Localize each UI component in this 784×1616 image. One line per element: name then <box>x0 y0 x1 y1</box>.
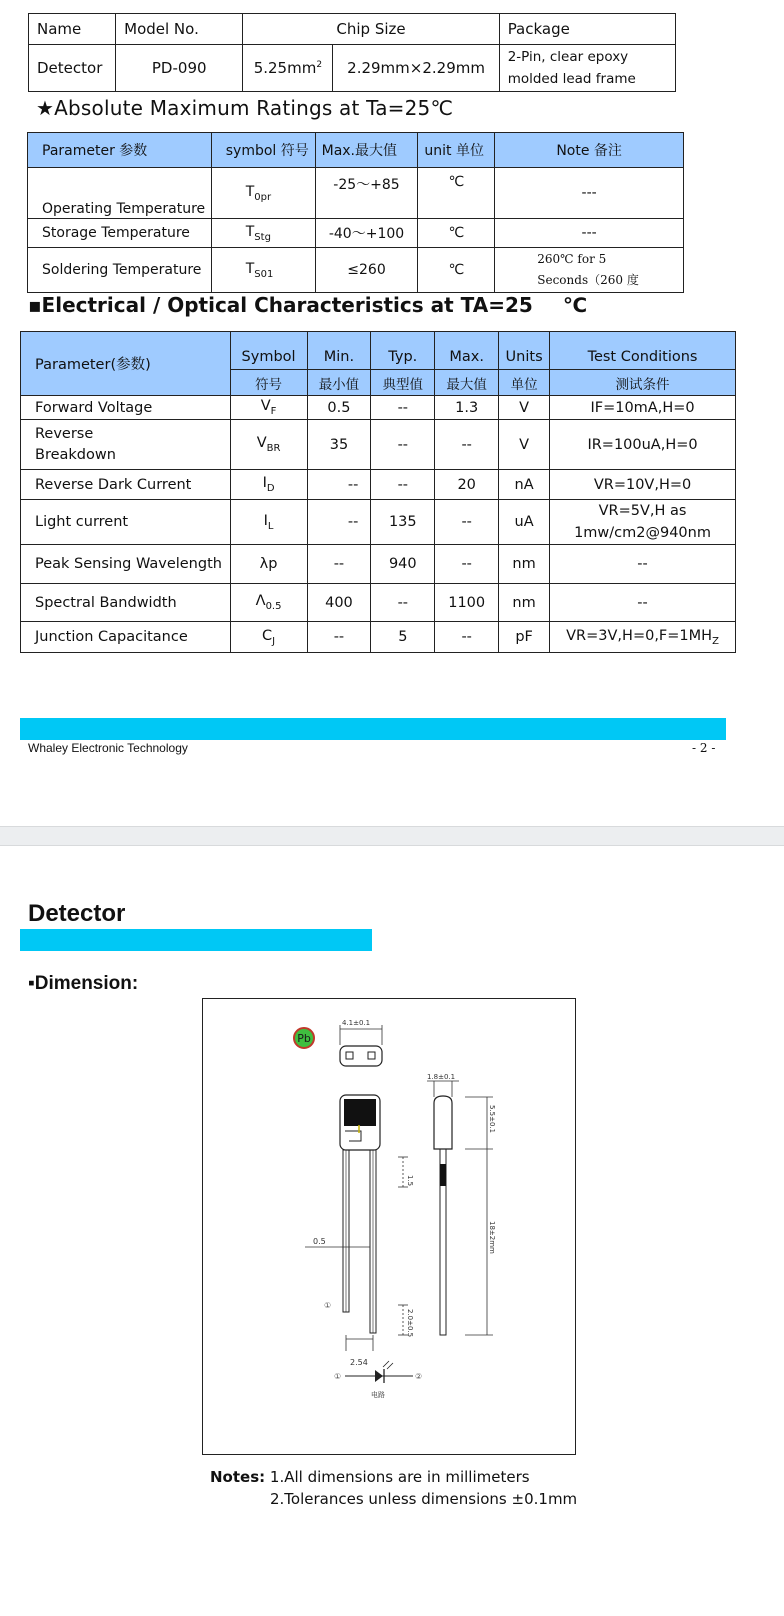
header-chip-size: Chip Size <box>243 14 499 45</box>
eoc-table <box>20 331 736 653</box>
amr-table <box>27 132 684 293</box>
amr-row-param: Operating Temperature <box>28 168 212 219</box>
product-table <box>28 13 676 92</box>
eoc-min: -- <box>307 545 371 584</box>
notes-label: Notes: <box>210 1468 266 1486</box>
header-package: Package <box>499 14 675 45</box>
eoc-symbol: $I_L$ <box>230 500 307 545</box>
eoc-min: 0.5 <box>307 396 371 420</box>
eoc-min: -- <box>307 500 371 545</box>
eoc-unit: V <box>499 420 550 470</box>
eoc-header-cond-cn: 测试条件 <box>550 370 736 396</box>
eoc-typ: -- <box>371 420 435 470</box>
eoc-symbol: $V_{BR}$ <box>230 420 307 470</box>
eoc-unit: V <box>499 396 550 420</box>
cell-package: 2-Pin, clear epoxy molded lead frame <box>499 45 675 92</box>
amr-row-symbol: $T_{0pr}$ <box>211 168 315 219</box>
cell-model: PD-090 <box>116 45 243 92</box>
eoc-unit: nm <box>499 584 550 622</box>
amr-row-param: Storage Temperature <box>28 219 212 248</box>
amr-row-max: -25～+85 <box>315 168 418 219</box>
amr-row-note: 260℃ for 5 Seconds（260 度 <box>495 248 684 293</box>
eoc-typ: 940 <box>371 545 435 584</box>
amr-header-symbol: symbol 符号 <box>211 133 315 168</box>
front-view <box>340 1095 380 1333</box>
dimension-drawing-svg <box>203 999 575 1454</box>
eoc-max: -- <box>435 420 499 470</box>
eoc-typ: 135 <box>371 500 435 545</box>
eoc-typ: -- <box>371 584 435 622</box>
eoc-cond: -- <box>550 584 736 622</box>
section-title: Detector <box>28 900 126 927</box>
eoc-typ: -- <box>371 470 435 500</box>
eoc-param: Junction Capacitance <box>21 622 231 653</box>
eoc-header-param: Parameter(参数) <box>21 332 231 396</box>
eoc-max: 20 <box>435 470 499 500</box>
amr-row-unit: ℃ <box>418 168 495 219</box>
svg-text:①: ① <box>334 1372 342 1381</box>
table-row <box>21 622 736 653</box>
page-number: - 2 - <box>692 741 716 755</box>
eoc-cond: IR=100uA,H=0 <box>550 420 736 470</box>
amr-row-note: --- <box>495 219 684 248</box>
eoc-header-max: Max. <box>435 332 499 370</box>
eoc-param: Reverse Dark Current <box>21 470 231 500</box>
amr-header-unit: unit 单位 <box>418 133 495 168</box>
amr-row-symbol: $T_{S01}$ <box>211 248 315 293</box>
eoc-header-typ-cn: 典型值 <box>371 370 435 396</box>
dim-side-label: 1.8±0.1 <box>427 1073 456 1081</box>
table-row <box>21 500 736 545</box>
notes <box>210 1468 530 1486</box>
eoc-symbol: $C_J$ <box>230 622 307 653</box>
eoc-min: -- <box>307 622 371 653</box>
eoc-max: 1100 <box>435 584 499 622</box>
eoc-min: 400 <box>307 584 371 622</box>
eoc-cond: VR=5V,H as 1mw/cm2@940nm <box>550 500 736 545</box>
eoc-unit: nm <box>499 545 550 584</box>
eoc-header-symbol-cn: 符号 <box>230 370 307 396</box>
dimension-title: ▪Dimension: <box>28 973 139 994</box>
amr-row-unit: ℃ <box>418 219 495 248</box>
title-accent-bar <box>20 929 372 951</box>
dim-lead-length-label: 18±2mm <box>488 1221 496 1254</box>
eoc-typ: -- <box>371 396 435 420</box>
company-name: Whaley Electronic Technology <box>28 741 188 755</box>
eoc-cond: VR=10V,H=0 <box>550 470 736 500</box>
eoc-symbol: $\Lambda_{0.5}$ <box>230 584 307 622</box>
eoc-param: Reverse Breakdown <box>21 420 231 470</box>
dim-bottom-label: 2.0±0.5 <box>406 1309 414 1338</box>
cell-dims: 2.29mm×2.29mm <box>333 45 499 92</box>
amr-row-symbol: $T_{Stg}$ <box>211 219 315 248</box>
eoc-max: -- <box>435 545 499 584</box>
cell-area: $5.25mm^2$ <box>243 45 333 92</box>
table-row <box>21 584 736 622</box>
eoc-param: Peak Sensing Wavelength <box>21 545 231 584</box>
footer-accent-bar <box>20 718 726 740</box>
table-row <box>21 420 736 470</box>
eoc-unit: uA <box>499 500 550 545</box>
dim-lead-width-label: 0.5 <box>313 1237 326 1246</box>
pin-marker: ① <box>324 1301 332 1310</box>
amr-row-max: ≤260 <box>315 248 418 293</box>
svg-text:Pb: Pb <box>297 1032 311 1045</box>
eoc-title: ▪Electrical / Optical Characteristics at TA=25 ℃ <box>28 293 588 317</box>
eoc-header-max-cn: 最大值 <box>435 370 499 396</box>
eoc-header-min-cn: 最小值 <box>307 370 371 396</box>
eoc-header-units: Units <box>499 332 550 370</box>
eoc-header-min: Min. <box>307 332 371 370</box>
eoc-max: 1.3 <box>435 396 499 420</box>
eoc-symbol: $I_D$ <box>230 470 307 500</box>
dim-pitch-label: 2.54 <box>350 1358 368 1367</box>
eoc-param: Forward Voltage <box>21 396 231 420</box>
eoc-max: -- <box>435 622 499 653</box>
eoc-unit: pF <box>499 622 550 653</box>
eoc-symbol: λp <box>230 545 307 584</box>
eoc-unit: nA <box>499 470 550 500</box>
amr-row-max: -40～+100 <box>315 219 418 248</box>
dim-width-label: 4.1±0.1 <box>342 1019 371 1027</box>
eoc-symbol: $V_F$ <box>230 396 307 420</box>
note-1: 1.All dimensions are in millimeters <box>269 1468 530 1486</box>
table-row <box>21 545 736 584</box>
cell-name: Detector <box>29 45 116 92</box>
eoc-max: -- <box>435 500 499 545</box>
dimension-drawing <box>202 998 576 1455</box>
amr-row-param: Soldering Temperature <box>28 248 212 293</box>
svg-text:②: ② <box>415 1372 423 1381</box>
amr-header-max: Max.最大值 <box>315 133 418 168</box>
amr-row-unit: ℃ <box>418 248 495 293</box>
eoc-header-typ: Typ. <box>371 332 435 370</box>
pb-free-badge-icon <box>294 1028 314 1048</box>
eoc-param: Spectral Bandwidth <box>21 584 231 622</box>
table-row <box>21 396 736 420</box>
eoc-min: -- <box>307 470 371 500</box>
eoc-header-units-cn: 单位 <box>499 370 550 396</box>
eoc-cond: $VR=3V,H=0,F=1MH_Z$ <box>550 622 736 653</box>
amr-header-param: Parameter 参数 <box>28 133 212 168</box>
note-2: 2.Tolerances unless dimensions ±0.1mm <box>270 1490 578 1508</box>
eoc-header-cond: Test Conditions <box>550 332 736 370</box>
header-name: Name <box>29 14 116 45</box>
eoc-cond: -- <box>550 545 736 584</box>
side-view <box>427 1073 496 1335</box>
dim-lead-gap-label: 1.5 <box>406 1175 414 1187</box>
eoc-min: 35 <box>307 420 371 470</box>
header-model: Model No. <box>116 14 243 45</box>
eoc-cond: IF=10mA,H=0 <box>550 396 736 420</box>
dim-body-label: 5.5±0.1 <box>488 1105 496 1134</box>
amr-row-note: --- <box>495 168 684 219</box>
table-row <box>21 470 736 500</box>
page-separator <box>0 826 784 846</box>
amr-header-note: Note 备注 <box>495 133 684 168</box>
photodiode-symbol-icon <box>334 1361 422 1399</box>
eoc-typ: 5 <box>371 622 435 653</box>
amr-title: ★Absolute Maximum Ratings at Ta=25℃ <box>36 96 454 120</box>
svg-text:电路: 电路 <box>371 1391 385 1399</box>
eoc-header-symbol: Symbol <box>230 332 307 370</box>
eoc-param: Light current <box>21 500 231 545</box>
